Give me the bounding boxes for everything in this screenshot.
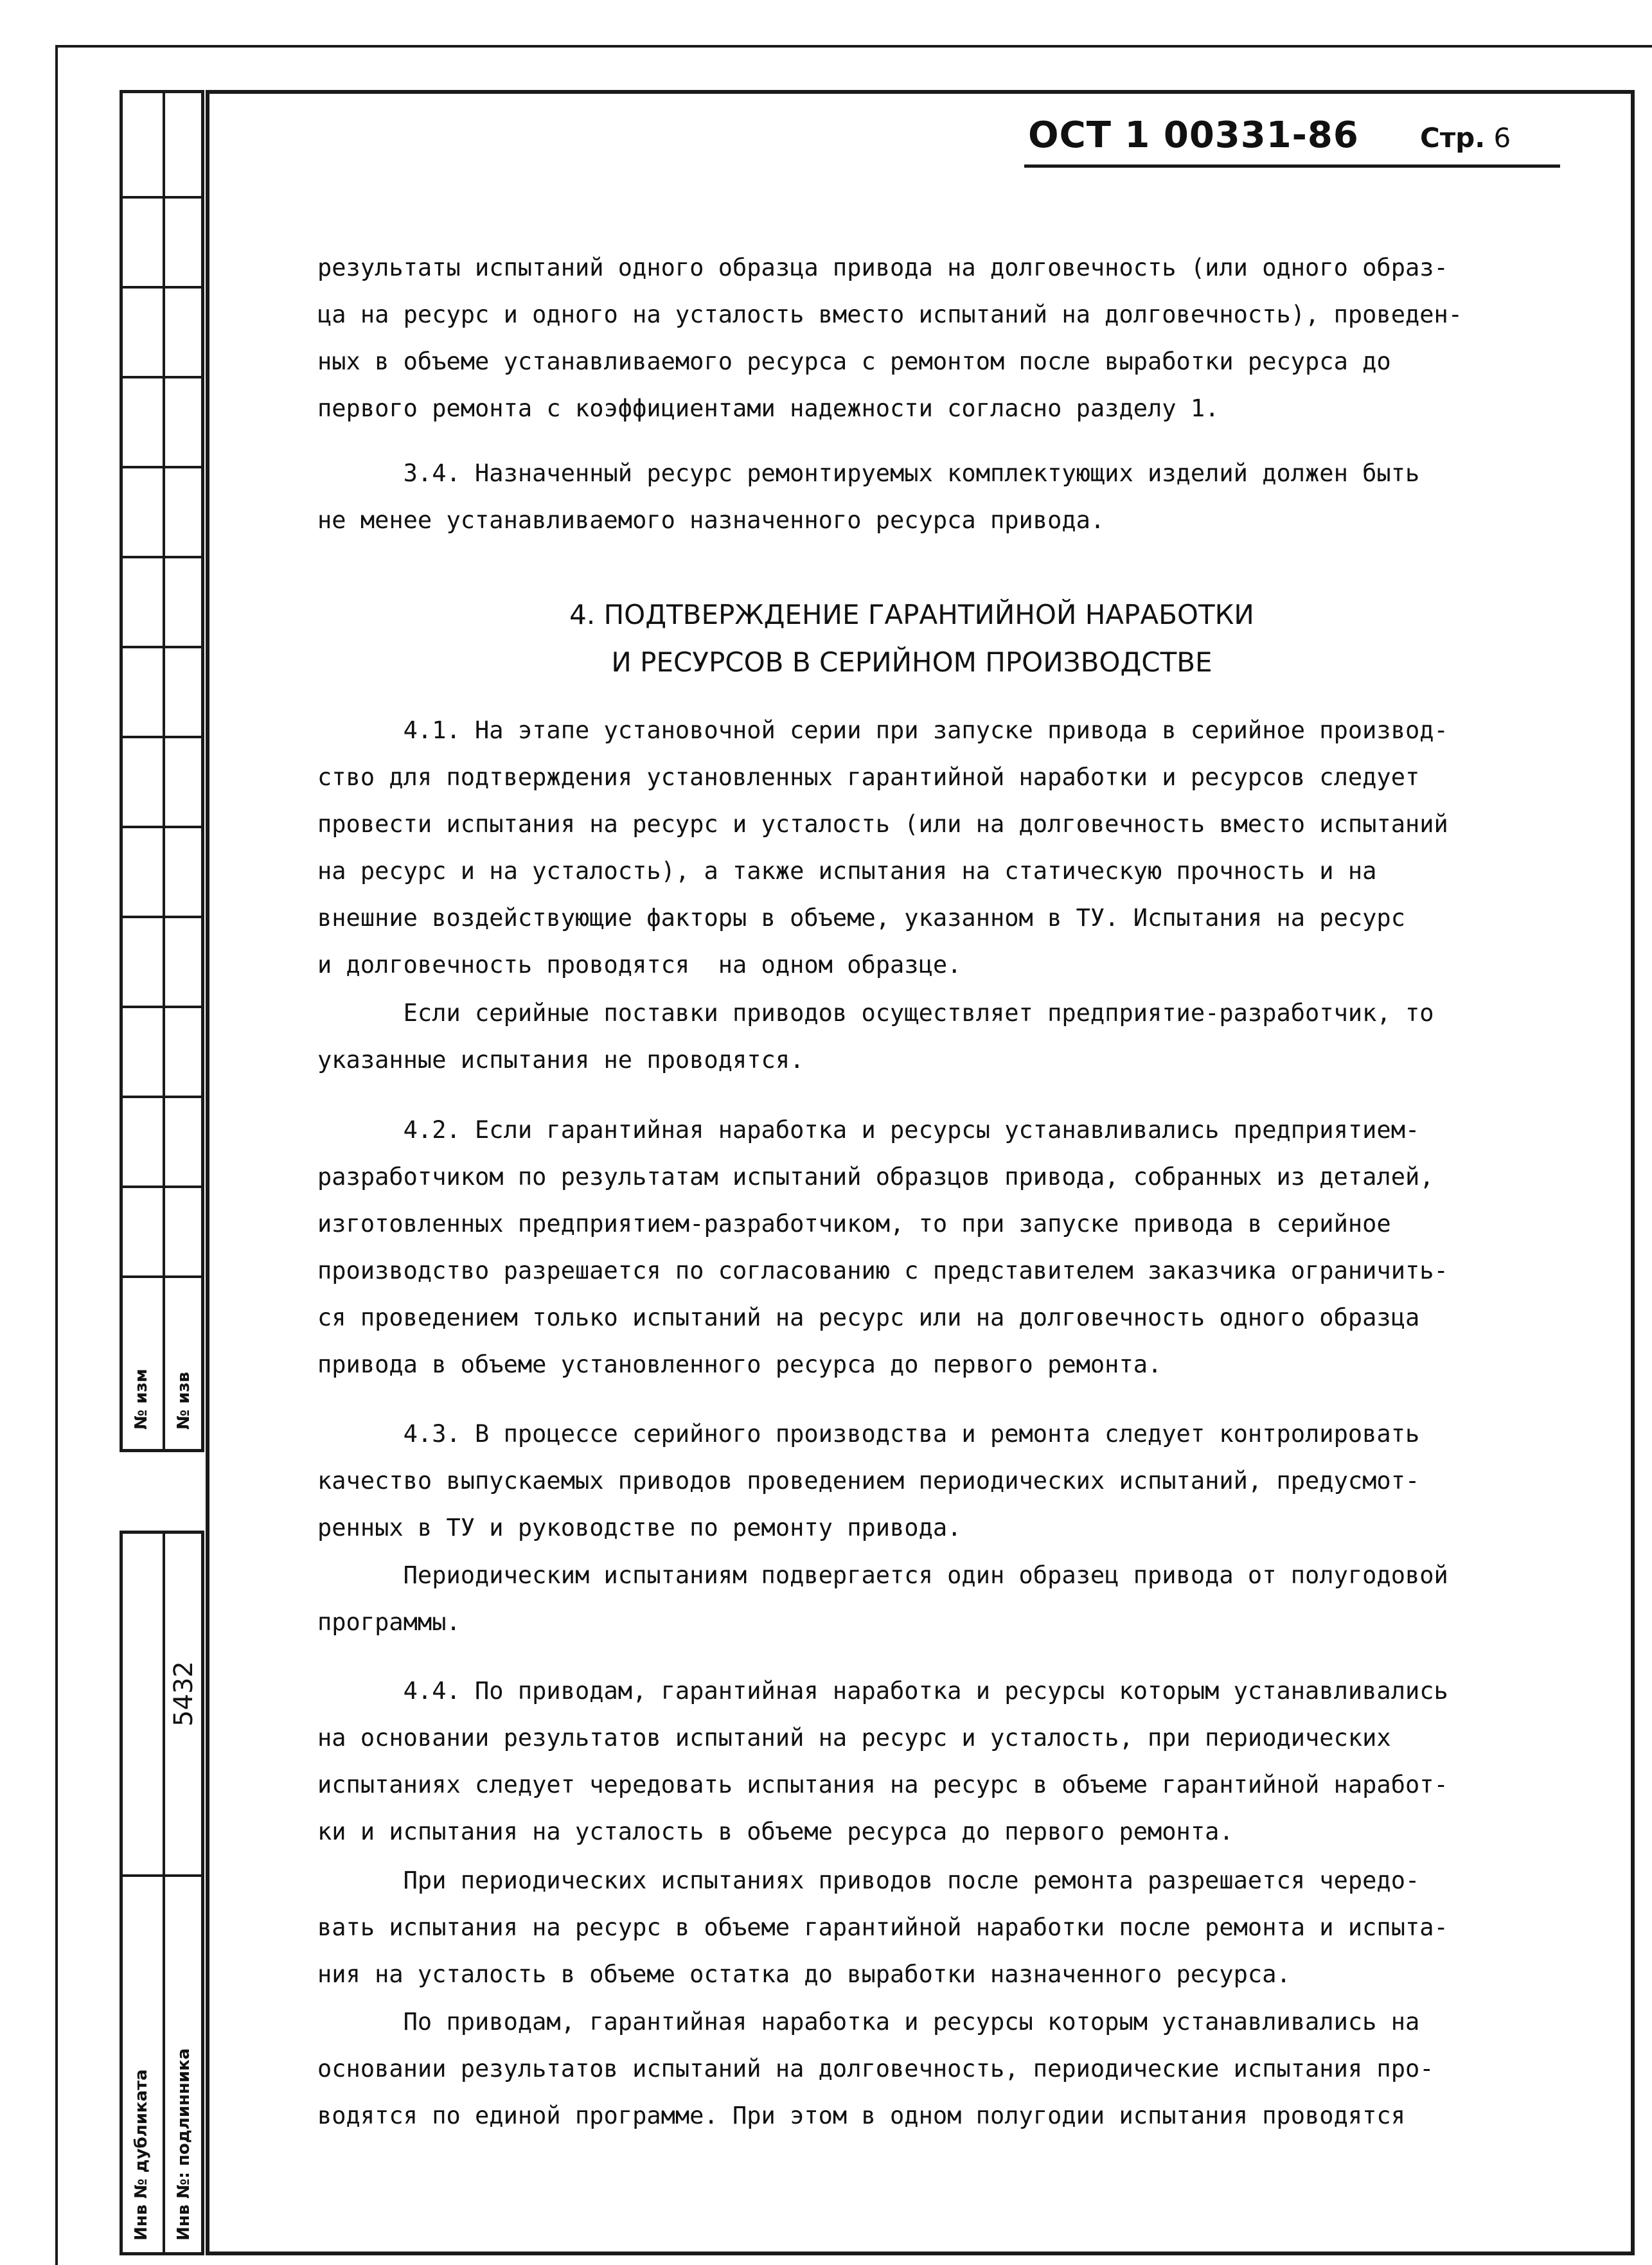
- text-line: ных в объеме устанавливаемого ресурса с ремонтом после выработки ресурса до: [317, 348, 1391, 375]
- section-4-heading: [317, 591, 1506, 686]
- label-inv-duplicate: Инв № дубликата: [132, 2069, 151, 2241]
- heading-line: И РЕСУРСОВ В СЕРИЙНОМ ПРОИЗВОДСТВЕ: [611, 646, 1212, 678]
- text-line: указанные испытания не проводятся.: [317, 1046, 804, 1074]
- strip-row-line: [123, 1275, 201, 1278]
- strip-row-line: [123, 646, 201, 648]
- intro-paragraph: [317, 244, 1506, 432]
- page-header: [1028, 114, 1561, 172]
- text-line: ния на усталость в объеме остатка до выработки назначенного ресурса.: [317, 1960, 1291, 1988]
- text-line: испытаниях следует чередовать испытания на ресурс в объеме гарантийной наработ-: [317, 1771, 1448, 1799]
- text-line: Если серийные поставки приводов осуществляет предприятие-разработчик, то: [317, 999, 1434, 1027]
- text-line: При периодических испытаниях приводов после ремонта разрешается чередо-: [317, 1867, 1420, 1894]
- paragraph-4-4: [317, 1667, 1506, 1855]
- text-line: 4.3. В процессе серийного производства и ремонта следует контролировать: [317, 1420, 1420, 1448]
- strip-row-line: [123, 916, 201, 918]
- text-line: вать испытания на ресурс в объеме гарантийной наработки после ремонта и испыта-: [317, 1914, 1448, 1941]
- text-line: 3.4. Назначенный ресурс ремонтируемых комплектующих изделий должен быть: [317, 459, 1420, 487]
- strip-row-line: [123, 556, 201, 558]
- strip-row-line: [123, 466, 201, 468]
- paragraph-4-4-c: [317, 1998, 1506, 2139]
- text-line: и долговечность проводятся на одном образце.: [317, 951, 962, 979]
- strip-row-line: [123, 1096, 201, 1098]
- paragraph-4-1: [317, 707, 1506, 988]
- paragraph-4-2: [317, 1106, 1506, 1388]
- text-line: ца на ресурс и одного на усталость вместо испытаний на долговечность), проведен-: [317, 301, 1463, 328]
- text-line: основании результатов испытаний на долговечность, периодические испытания про-: [317, 2055, 1434, 2083]
- strip-row-line: [123, 826, 201, 828]
- label-inv-original: Инв №: подлинника: [174, 2048, 193, 2241]
- text-line: ренных в ТУ и руководстве по ремонту привода.: [317, 1514, 962, 1541]
- text-line: первого ремонта с коэффициентами надежности согласно разделу 1.: [317, 395, 1220, 422]
- header-underline: [1024, 164, 1560, 168]
- strip-row-line: [123, 376, 201, 378]
- paragraph-4-1-b: [317, 990, 1506, 1083]
- text-line: привода в объеме установленного ресурса до первого ремонта.: [317, 1351, 1162, 1378]
- text-line: на основании результатов испытаний на ресурс и усталость, при периодических: [317, 1724, 1391, 1752]
- paragraph-3-4: [317, 450, 1506, 544]
- paragraph-4-3: [317, 1410, 1506, 1551]
- text-line: 4.2. Если гарантийная наработка и ресурсы устанавливались предприятием-: [317, 1116, 1420, 1144]
- text-line: изготовленных предприятием-разработчиком, то при запуске привода в серийное: [317, 1210, 1391, 1238]
- text-line: Периодическим испытаниям подвергается один образец привода от полугодовой: [317, 1561, 1448, 1589]
- strip-row-line: [123, 1874, 201, 1877]
- margin-strip-lower: [120, 1531, 204, 2255]
- strip-row-line: [123, 1006, 201, 1008]
- label-izv: № изв: [174, 1371, 193, 1430]
- text-line: программы.: [317, 1608, 461, 1636]
- text-line: провести испытания на ресурс и усталость (или на долговечность вместо испытаний: [317, 810, 1448, 838]
- text-line: По приводам, гарантийная наработка и ресурсы которым устанавливались на: [317, 2008, 1420, 2036]
- strip-divider: [163, 93, 165, 1449]
- text-line: 4.4. По приводам, гарантийная наработка и ресурсы которым устанавливались: [317, 1677, 1448, 1705]
- page-number: 6: [1493, 122, 1511, 154]
- strip-row-line: [123, 196, 201, 199]
- page-indicator: [1420, 122, 1511, 154]
- heading-line: 4. ПОДТВЕРЖДЕНИЕ ГАРАНТИЙНОЙ НАРАБОТКИ: [569, 599, 1254, 630]
- text-line: 4.1. На этапе установочной серии при запуске привода в серийное производ-: [317, 716, 1448, 744]
- strip-row-line: [123, 286, 201, 289]
- text-line: внешние воздействующие факторы в объеме, указанном в ТУ. Испытания на ресурс: [317, 904, 1405, 932]
- text-line: ся проведением только испытаний на ресурс или на долговечность одного образца: [317, 1304, 1420, 1331]
- text-line: водятся по единой программе. При этом в одном полугодии испытания проводятся: [317, 2102, 1405, 2129]
- page-label: Стр.: [1420, 122, 1486, 154]
- strip-row-line: [123, 736, 201, 738]
- paragraph-4-3-b: [317, 1552, 1506, 1646]
- text-line: на ресурс и на усталость), а также испытания на статическую прочность и на: [317, 857, 1377, 885]
- label-izm: № изм: [132, 1369, 151, 1430]
- text-line: качество выпускаемых приводов проведением периодических испытаний, предусмот-: [317, 1467, 1420, 1495]
- text-line: производство разрешается по согласованию с представителем заказчика ограничить-: [317, 1257, 1448, 1284]
- text-line: результаты испытаний одного образца привода на долговечность (или одного образ-: [317, 254, 1448, 281]
- text-line: не менее устанавливаемого назначенного ресурса привода.: [317, 506, 1105, 534]
- text-line: ки и испытания на усталость в объеме ресурса до первого ремонта.: [317, 1818, 1234, 1845]
- strip-row-line: [123, 1186, 201, 1188]
- text-line: разработчиком по результатам испытаний образцов привода, собранных из деталей,: [317, 1163, 1434, 1191]
- margin-strip-upper: [120, 90, 204, 1452]
- strip-divider: [163, 1534, 165, 2252]
- document-code: ОСТ 1 00331-86: [1028, 114, 1359, 156]
- inv-original-number: 5432: [169, 1661, 199, 1727]
- text-line: ство для подтверждения установленных гарантийной наработки и ресурсов следует: [317, 763, 1420, 791]
- paragraph-4-4-b: [317, 1857, 1506, 1998]
